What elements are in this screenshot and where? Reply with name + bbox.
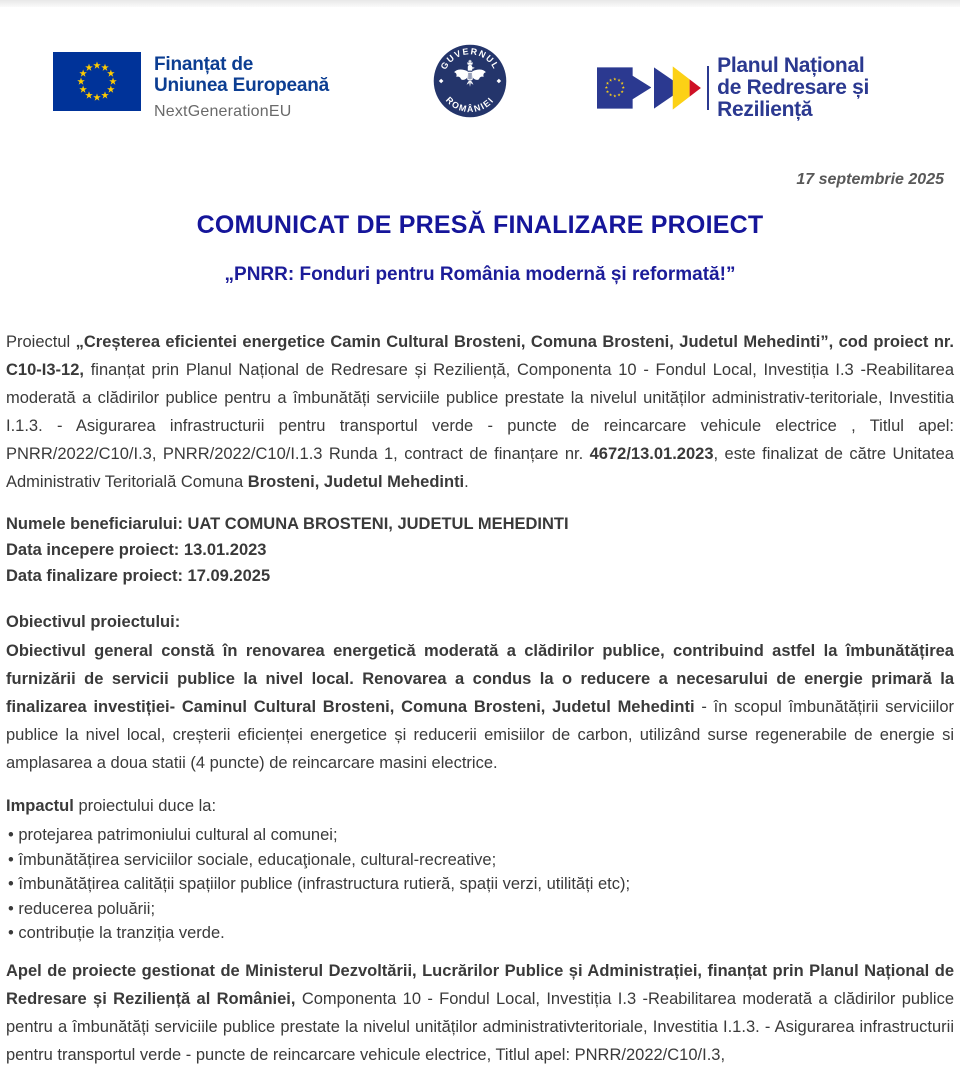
beneficiary-info xyxy=(6,511,954,589)
government-of-romania-seal xyxy=(433,44,507,118)
impact-list xyxy=(6,823,954,946)
header-logos xyxy=(6,7,954,155)
text-run: . xyxy=(464,473,469,491)
closing-paragraph xyxy=(6,957,954,1069)
text-run: Brosteni, Judetul Mehedinti xyxy=(247,473,465,491)
text-run: „Creșterea eficientei energetice Camin Cultural Brosteni, Comuna Brosteni, Judetul Mehedinti”, cod proiect nr. C10-I3-12, xyxy=(6,333,954,379)
page-subtitle: „PNRR: Fonduri pentru România modernă și reformată!” xyxy=(224,264,736,285)
impact-list-item: • protejarea patrimoniului cultural al comunei; xyxy=(8,823,954,848)
pnrr-logo xyxy=(597,55,954,121)
text-run: , este finalizat de către Unitatea Administrativ Teritorială Comuna xyxy=(6,445,954,491)
text-run: Apel de proiecte gestionat de Ministerul Dezvoltării, Lucrărilor Publice și Administrației, finanțat prin Planul Național de Redresare și Reziliență al României, xyxy=(6,961,954,1008)
eu-logo-line1: Finanțat de xyxy=(154,54,254,75)
text-run: Componenta 10 - Fondul Local, Investiția I.3 -Reabilitarea moderată a clădirilor publice pentru a îmbunătăți serviciile publice prestate la nivelul unităților administrativteritoriale, Investitia I.1.3. - Asigurarea infrastructurii pentru transportul verde - puncte de reincarcare vehicule electrice, Titlul apel: PNRR/2022/C10/I.3, xyxy=(6,989,954,1064)
impact-list-item: • îmbunătățirea serviciilor sociale, educaţionale, cultural-recreative; xyxy=(8,848,954,873)
text-run: 4672/13.01.2023 xyxy=(589,445,714,463)
intro-paragraph xyxy=(6,328,954,496)
page-title: COMUNICAT DE PRESĂ FINALIZARE PROIECT xyxy=(196,211,764,239)
text-run: finanțat prin Planul Național de Redresare și Reziliență, Componenta 10 - Fondul Local, Investiția I.3 -Reabilitarea moderată a clădirilor publice pentru a îmbunătăți serviciile publice prestate la nivelul unităților administrativ-teritoriale, Investitia I.1.3. - Asigurarea infrastructurii pentru transportul verde - puncte de reincarcare vehicule electrice , Titlul apel: PNRR/2022/C10/I.3, PNRR/2022/C10/I.1.3 Runda 1, contract de finanțare nr. xyxy=(6,361,954,463)
text-run: proiectului duce la: xyxy=(73,797,217,815)
press-release-document xyxy=(0,7,960,1069)
start-date-line: Data incepere proiect: 13.01.2023 xyxy=(6,541,267,559)
end-date-line: Data finalizare proiect: 17.09.2025 xyxy=(6,567,271,585)
pnrr-romania-arrow-icon xyxy=(654,65,701,111)
top-strip xyxy=(0,0,960,7)
seal-text-bottom: ROMÂNIEI xyxy=(443,94,497,115)
text-run: Obiectivul general constă în renovarea energetică moderată a clădirilor publice, contribuind astfel la îmbunătățirea furnizării de servicii publice la nivel local. Renovarea a condus la o reducere a necesarului de energie primară la finalizarea investiției- Caminul Cultural Brosteni, Comuna Brosteni, Judetul Mehedinti xyxy=(6,642,954,716)
document-date: 17 septembrie 2025 xyxy=(796,171,944,188)
text-run: Impactul xyxy=(6,797,74,815)
impact-list-item: • reducerea poluării; xyxy=(8,897,954,922)
eu-logo-line3: NextGenerationEU xyxy=(154,103,292,120)
eu-funding-logo xyxy=(53,52,329,121)
beneficiary-name-line: Numele beneficiarului: UAT COMUNA BROSTENI, JUDETUL MEHEDINTI xyxy=(6,515,569,533)
government-seal-icon xyxy=(433,44,507,118)
text-run: - în scopul îmbunătățirii serviciilor publice la nivel local, creșterii eficienței energetice și reducerii emisiilor de carbon, utilizând surse regenerabile de energie si amplasarea a doua statii (4 puncte) de reincarcare masini electrice. xyxy=(6,698,954,772)
pnrr-logo-line1: Planul Național xyxy=(717,54,865,77)
text-run: Proiectul xyxy=(6,333,76,351)
pnrr-logo-divider xyxy=(707,66,709,110)
objective-paragraph xyxy=(6,637,954,777)
objective-heading: Obiectivul proiectului: xyxy=(6,613,181,631)
impact-list-item: • îmbunătățirea calității spațiilor publice (infrastructura rutieră, spații verzi, utilități etc); xyxy=(8,872,954,897)
impact-lead xyxy=(6,793,954,819)
pnrr-logo-line2: de Redresare și Reziliență xyxy=(717,76,870,121)
impact-list-item: • contribuție la tranziția verde. xyxy=(8,921,954,946)
eu-flag-icon xyxy=(53,52,141,111)
eu-logo-line2: Uniunea Europeană xyxy=(154,75,330,96)
seal-text-top: GUVERNUL xyxy=(438,46,502,72)
pnrr-eu-arrow-icon xyxy=(597,66,651,110)
